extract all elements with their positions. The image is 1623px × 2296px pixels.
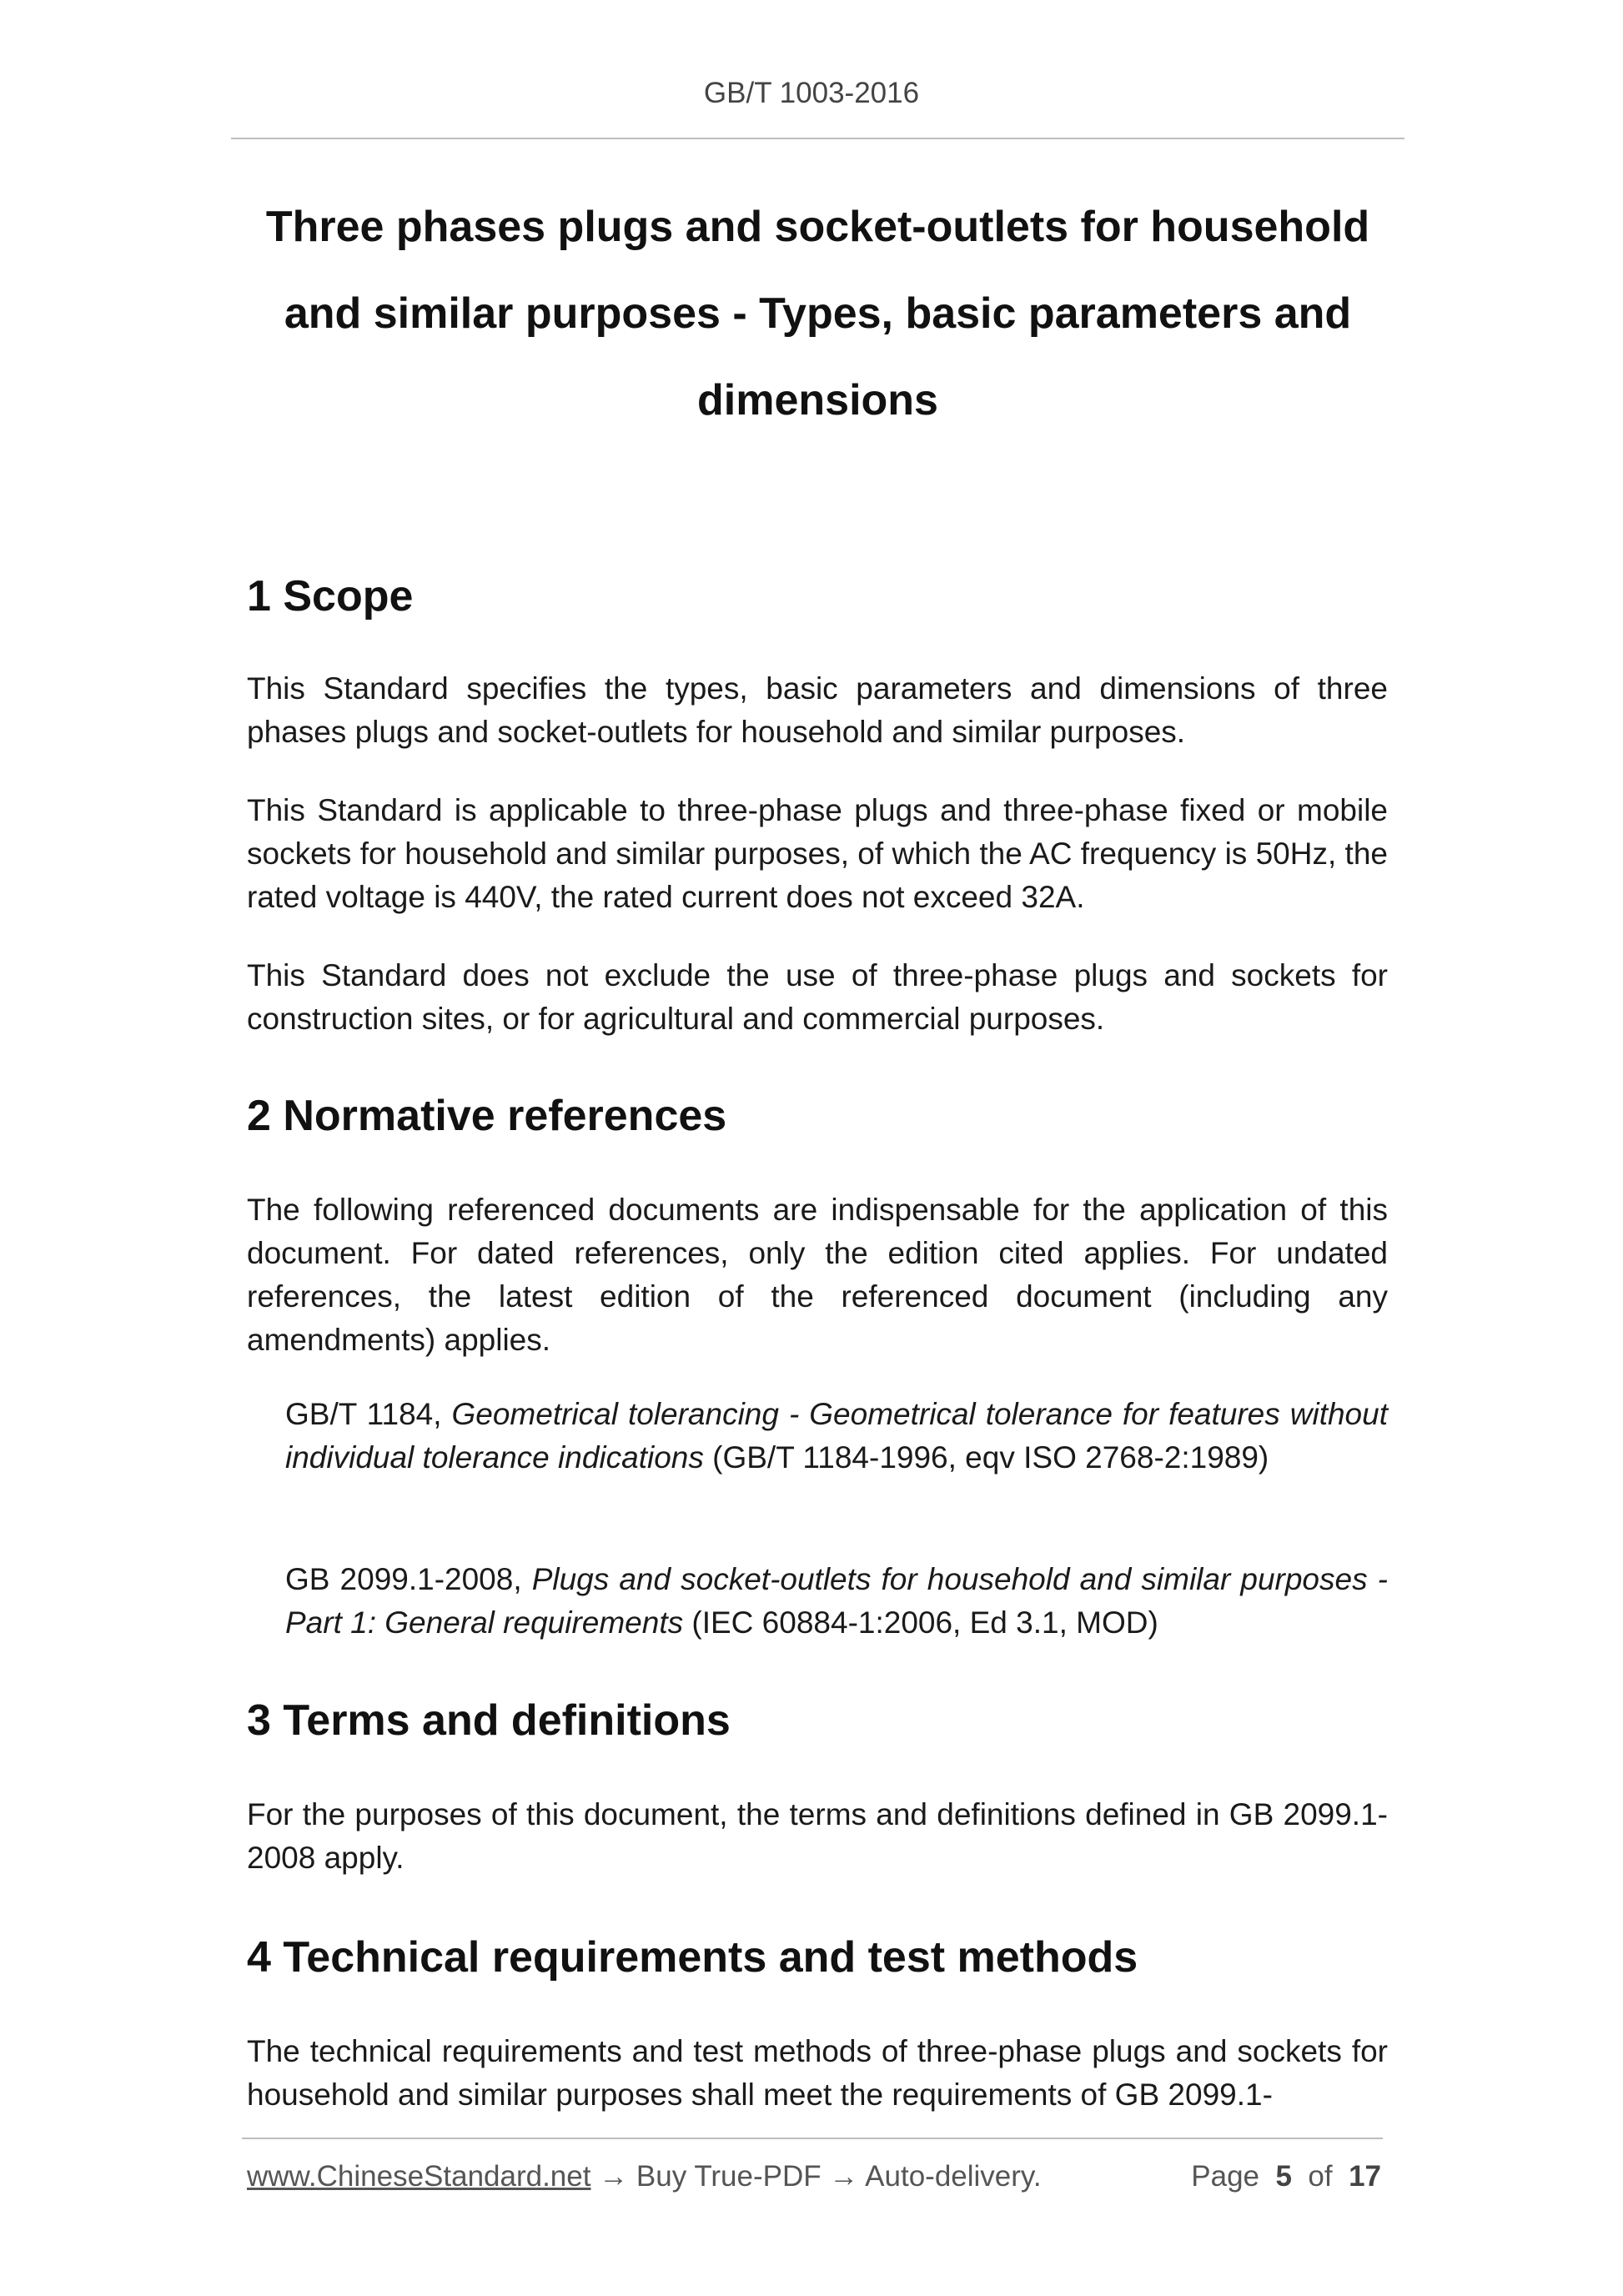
reference-note: (IEC 60884-1:2006, Ed 3.1, MOD) [683, 1605, 1158, 1640]
section-heading-scope: 1 Scope [247, 572, 414, 620]
scope-paragraph: This Standard specifies the types, basic parameters and dimensions of three phases plugs and socket-outlets for household and similar purposes. [247, 671, 1388, 749]
of-label: of [1308, 2160, 1333, 2193]
normative-paragraph: The following referenced documents are indispensable for the application of this document. For dated references, only the edition cited applies. For undated references, the latest edition of the referenced document (including any amendments) applies. [247, 1193, 1388, 1357]
reference-note: (GB/T 1184-1996, eqv ISO 2768-2:1989) [703, 1440, 1269, 1475]
reference-entry [285, 1393, 1388, 1480]
reference-title: Plugs and socket-outlets for household and similar purposes - Part 1: General requirements [285, 1562, 1388, 1640]
title-line: and similar purposes - Types, basic parameters and [284, 289, 1352, 338]
section-heading-terms: 3 Terms and definitions [247, 1696, 731, 1745]
document-code: GB/T 1003-2016 [703, 77, 920, 109]
total-pages: 17 [1349, 2160, 1381, 2193]
reference-entry [285, 1558, 1388, 1645]
footer-divider [242, 2138, 1383, 2139]
footer-tagline: → Buy True-PDF → Auto-delivery. [590, 2160, 1042, 2193]
section-heading-technical: 4 Technical requirements and test methods [247, 1933, 1138, 1982]
reference-code: GB 2099.1-2008, [285, 1562, 532, 1596]
terms-paragraph: For the purposes of this document, the terms and definitions defined in GB 2099.1-2008 apply. [247, 1797, 1388, 1875]
current-page: 5 [1275, 2160, 1292, 2193]
website-link[interactable]: www.ChineseStandard.net [247, 2160, 591, 2193]
header-divider [231, 138, 1404, 139]
reference-code: GB/T 1184, [285, 1397, 452, 1431]
technical-paragraph: The technical requirements and test methods of three-phase plugs and sockets for household and similar purposes shall meet the requirements of GB 2099.1- [247, 2034, 1388, 2112]
title-line: Three phases plugs and socket-outlets for household [265, 203, 1370, 251]
scope-paragraph: This Standard does not exclude the use of three-phase plugs and sockets for construction sites, or for agricultural and commercial purposes. [247, 958, 1388, 1036]
page-label: Page [1191, 2160, 1260, 2193]
title-line: dimensions [697, 376, 938, 425]
reference-title: Geometrical tolerancing - Geometrical tolerance for features without individual tolerance indications [285, 1397, 1388, 1475]
section-heading-normative-references: 2 Normative references [247, 1092, 727, 1140]
page-indicator [1191, 2160, 1381, 2193]
scope-paragraph: This Standard is applicable to three-phase plugs and three-phase fixed or mobile sockets for household and similar purposes, of which the AC frequency is 50Hz, the rated voltage is 440V, the rated current does not exceed 32A. [247, 793, 1388, 914]
document-title [231, 183, 1404, 444]
